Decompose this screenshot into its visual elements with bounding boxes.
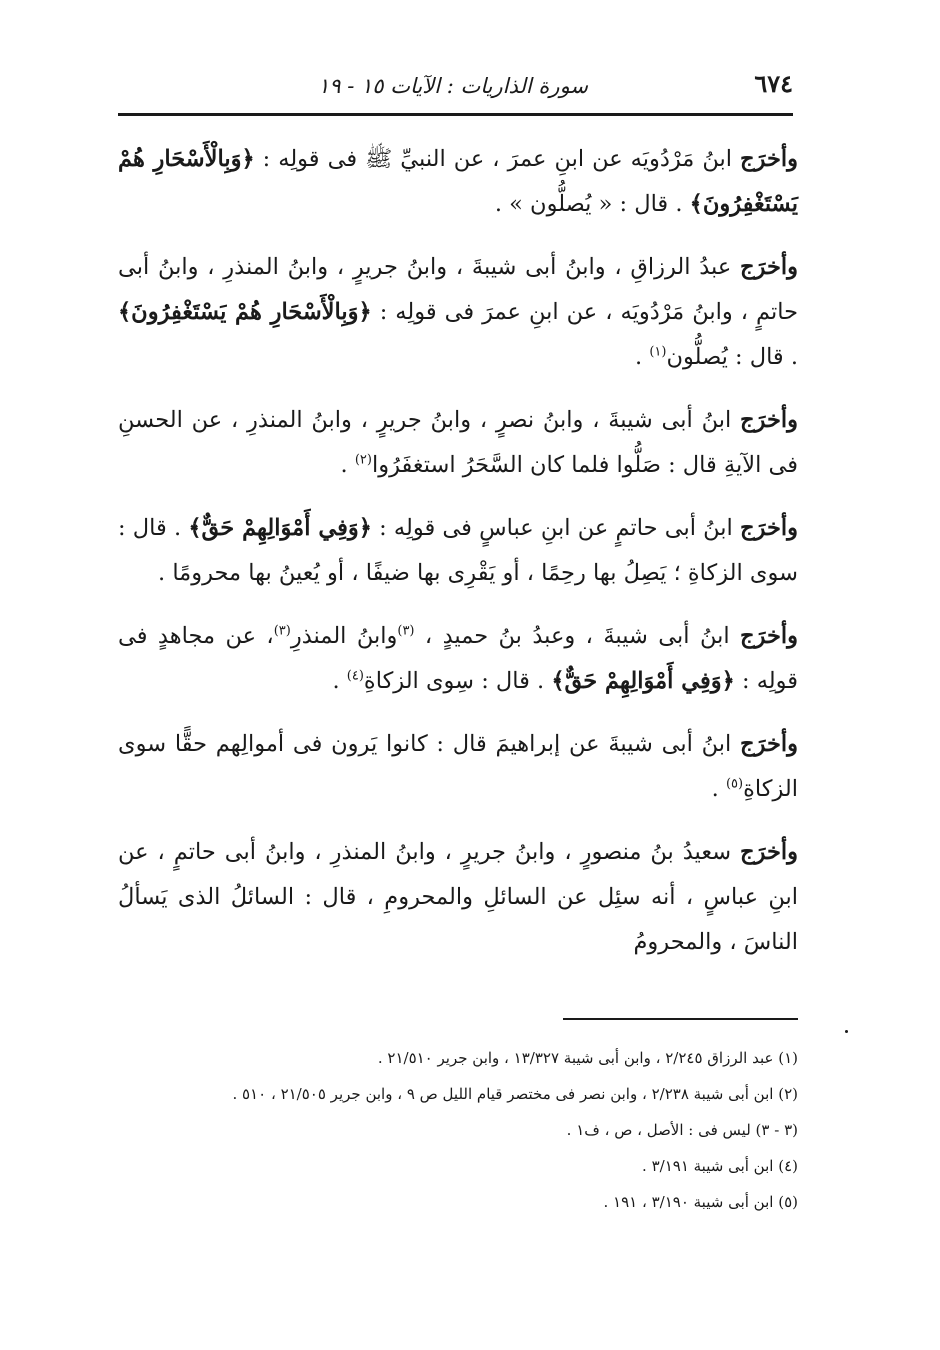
paragraph-opening: وأخرَج [740,146,798,172]
quran-verse: ﴿وَفِي أَمْوَالِهِمْ حَقٌّ﴾ [551,668,735,694]
paragraph-text: . قال : سِوى الزكاةِ [363,668,552,694]
running-title: سورة الذاريات : الآيات ١٥ - ١٩ [318,74,589,98]
paragraph [118,830,798,965]
paragraph [118,398,798,488]
paragraph-text: عبدُ الرزاقِ ، وابنُ أبى شيبةَ ، وابنُ جريرٍ ، وابنُ المنذرِ ، وابنُ أبى حاتمٍ ، وابنُ مَرْدُويَه ، عن ابنِ عمرَ فى قولِه : [118,254,799,325]
footnote-ref[interactable]: (٢) [354,452,372,468]
paragraph-text: ابنُ أبى شيبةَ عن إبراهيمَ قال : كانوا يَرون فى أموالِهم حقًّا سوى الزكاةِ [118,731,798,802]
page-speck [845,1030,848,1033]
paragraph-text: . [332,668,347,694]
paragraph-text: . [711,776,726,802]
paragraph [118,506,798,596]
quran-verse: ﴿وَبِالْأَسْحَارِ هُمْ يَسْتَغْفِرُونَ﴾ [118,299,372,325]
footnote-ref[interactable]: (٤) [346,668,364,684]
footnotes [118,1040,798,1220]
paragraph-text: . قال : « يُصلُّون » . [494,191,690,217]
paragraph-text: وابنُ المنذرِ [290,623,398,649]
paragraph-opening: وأخرَج [740,515,798,541]
header-rule [118,113,793,116]
page-number: ٦٧٤ [754,69,793,98]
paragraph-text: ابنُ أبى شيبةَ ، وعبدُ بنُ حميدٍ ، [414,623,741,649]
paragraph [118,137,798,227]
paragraph-opening: وأخرَج [740,731,798,757]
footnote-rule [563,1018,798,1020]
footnote: (٤) ابن أبى شيبة ٣/١٩١ . [642,1157,798,1175]
paragraph-text: . قال : سوى الزكاةِ ؛ يَصِلُ بها رحِمًا ، أو يَقْرِى بها ضيفًا ، أو يُعينُ بها محرومًا . [118,515,798,586]
footnote-ref[interactable]: (٣) [397,623,415,639]
paragraph-text: . [635,344,650,370]
quran-verse: ﴿وَبِالْأَسْحَارِ هُمْ يَسْتَغْفِرُونَ﴾ [118,146,798,217]
paragraph-opening: وأخرَج [740,407,798,433]
quran-verse: ﴿وَفِي أَمْوَالِهِمْ حَقٌّ﴾ [188,515,372,541]
footnote: (٢) ابن أبى شيبة ٢/٢٣٨ ، وابن نصر فى مختصر قيام الليل ص ٩ ، وابن جرير ٢١/٥٠٥ ، ٥١٠ . [232,1085,798,1103]
paragraph-text: ابنُ أبى حاتمٍ عن ابنِ عباسٍ فى قولِه : [371,515,741,541]
paragraph [118,614,798,704]
footnote-ref[interactable]: (٣) [273,623,291,639]
paragraph-opening: وأخرَج [740,623,798,649]
footnote-ref[interactable]: (١) [649,344,667,360]
footnote-ref[interactable]: (٥) [725,776,744,792]
footnote: (٥) ابن أبى شيبة ٣/١٩٠ ، ١٩١ . [603,1193,798,1211]
page-header [118,58,793,98]
paragraph [118,245,798,380]
paragraph-text: ، عن مجاهدٍ فى قولِه : [118,623,798,694]
paragraph-text: ابنُ مَرْدُويَه عن ابنِ عمرَ ، عن النبيِّ ﷺ فى قولِه : [254,146,741,172]
paragraph-text: . [340,452,355,478]
paragraph-text: ابنُ أبى شيبةَ ، وابنُ نصرٍ ، وابنُ جريرٍ ، وابنُ المنذرِ ، عن الحسنِ فى الآيةِ قال : صَلُّوا فلما كان السَّحَرُ استغفَرُوا [118,407,798,478]
paragraph-text: . قال : يُصلُّون [666,344,798,370]
footnote: (٣ - ٣) ليس فى : الأصل ، ص ، ف١ . [566,1121,798,1139]
paragraph-text: سعيدُ بنُ منصورٍ ، وابنُ جريرٍ ، وابنُ المنذرِ ، وابنُ أبى حاتمٍ ، عن ابنِ عباسٍ ، أنه سئِل عن السائلِ والمحرومِ ، قال : السائلُ الذى يَسألُ الناسَ ، والمحرومُ [118,839,798,955]
paragraph-opening: وأخرَج [740,839,798,865]
paragraph [118,722,798,812]
paragraph-opening: وأخرَج [740,254,798,280]
footnote: (١) عبد الرزاق ٢/٢٤٥ ، وابن أبى شيبة ١٣/٣٢٧ ، وابن جرير ٢١/٥١٠ . [377,1049,798,1067]
main-text [118,137,798,983]
